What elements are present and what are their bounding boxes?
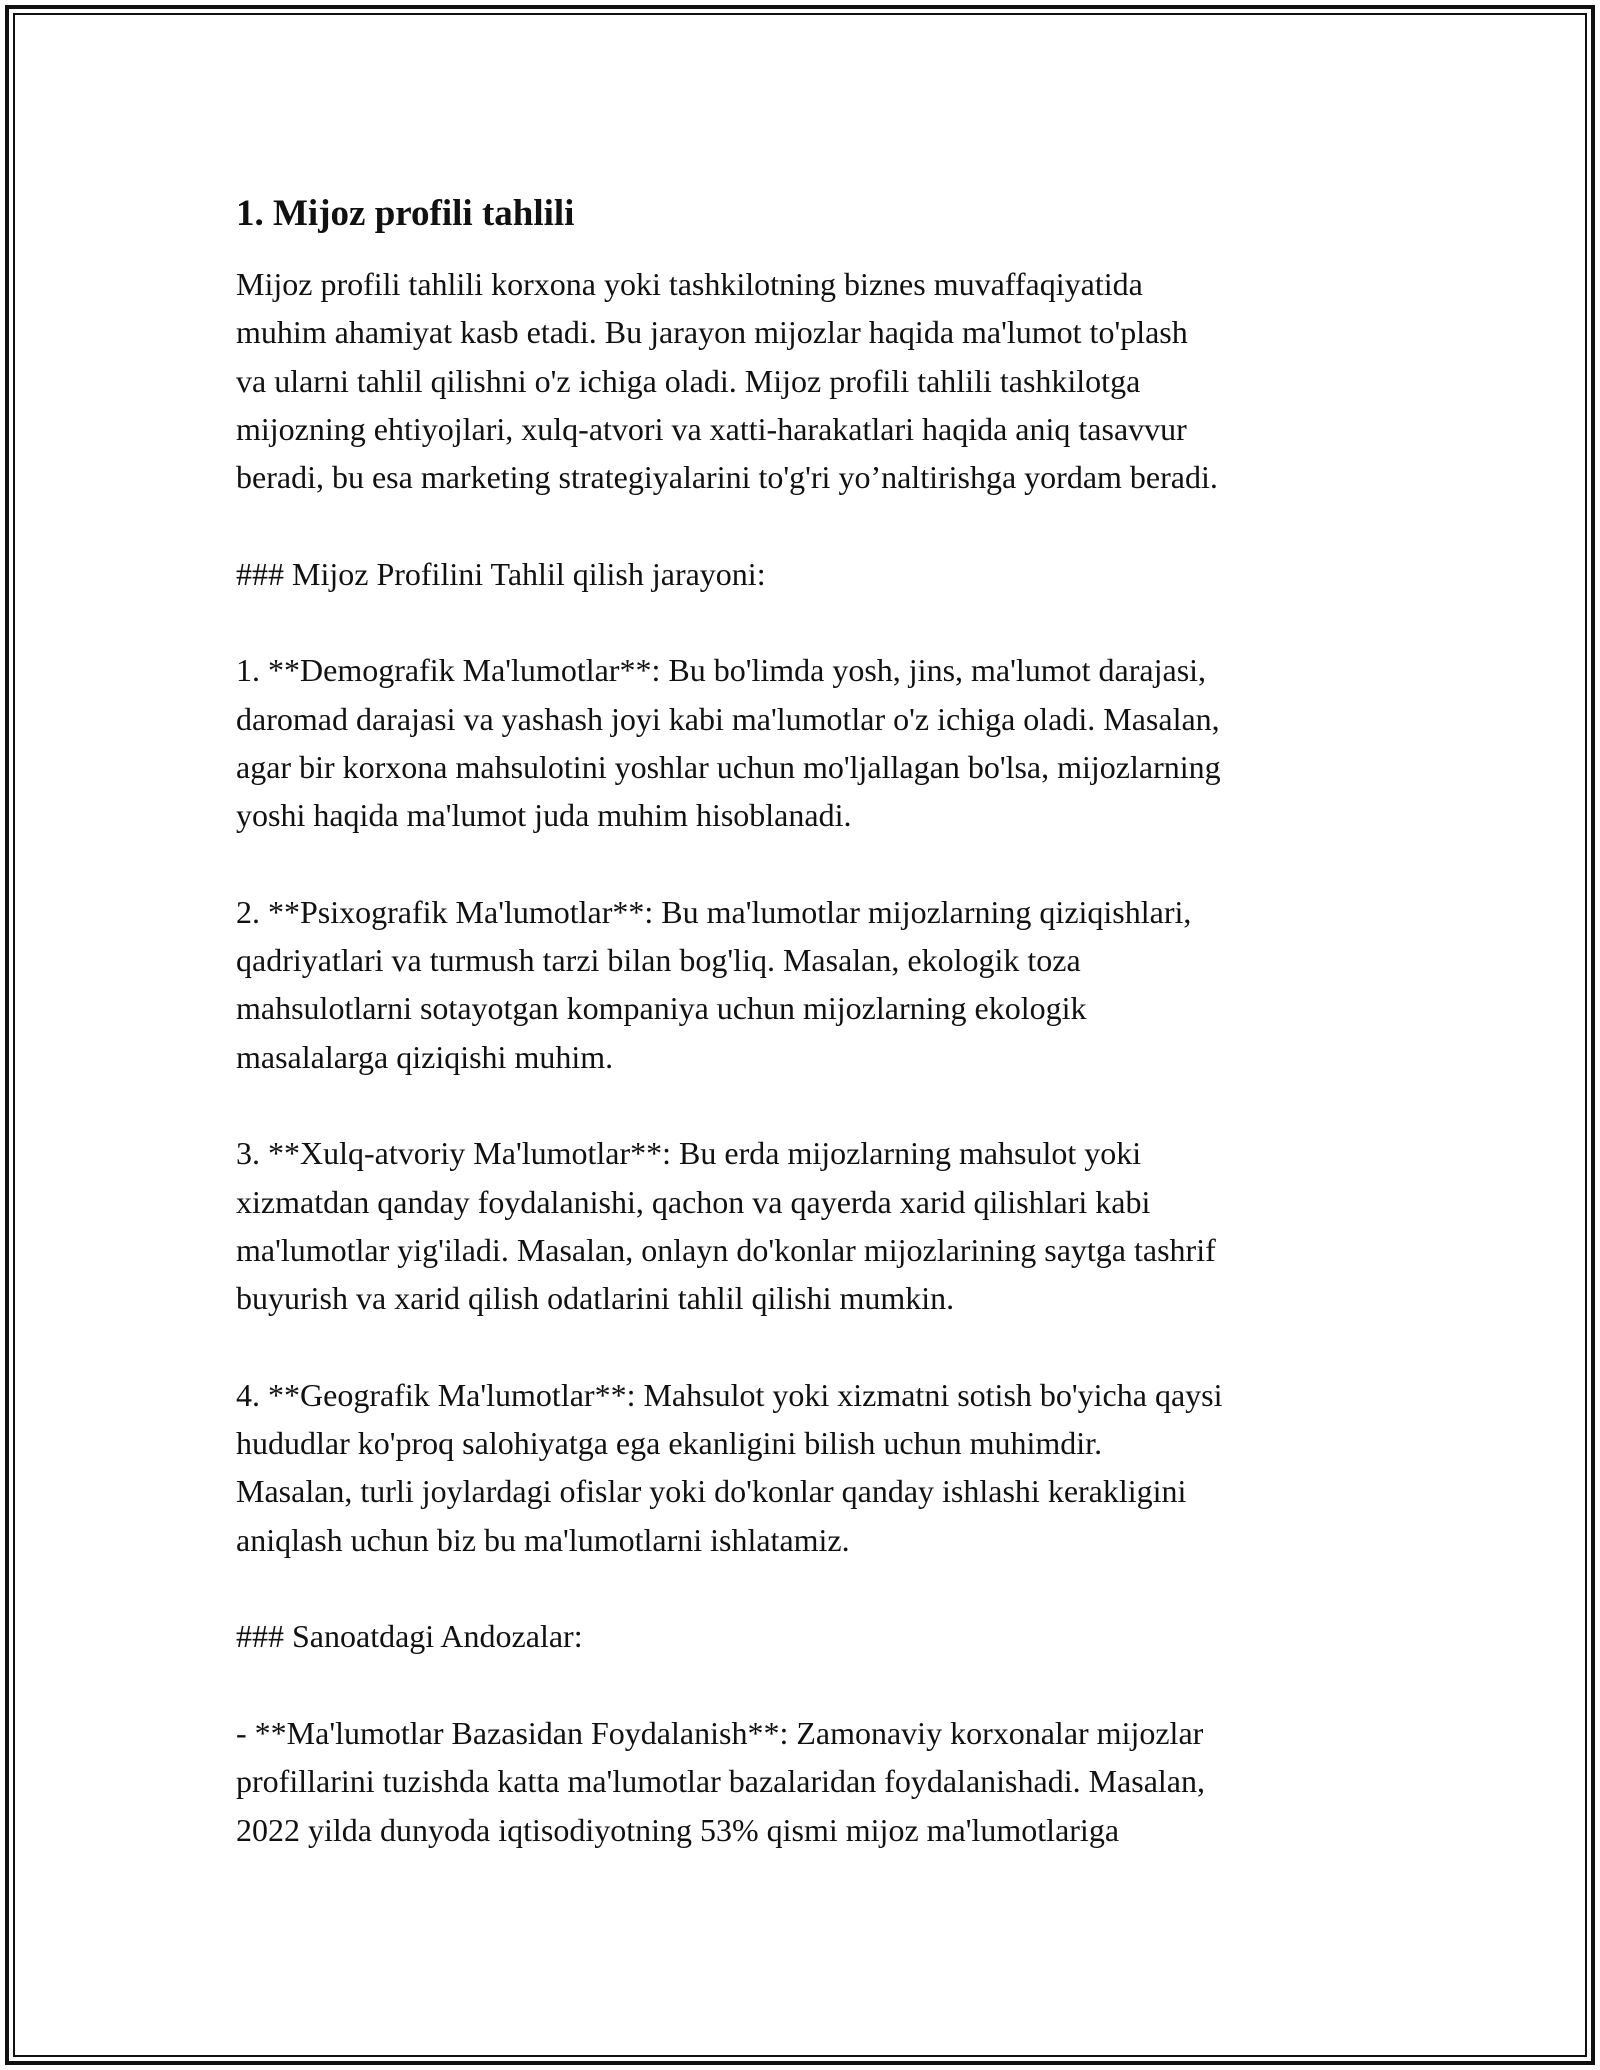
- section-heading-standards: ### Sanoatdagi Andozalar:: [236, 1618, 583, 1655]
- document-title: 1. Mijoz profili tahlili: [236, 193, 575, 234]
- bullet-item-database: - **Ma'lumotlar Bazasidan Foydalanish**: Zamonaviy korxonalar mijozlar profillarini tuzishda katta ma'lumotlar bazalaridan foydalanishadi. Masalan, 2022 yilda dunyoda iqtisodiyotning 53% qismi mijoz ma'lumotlariga: [236, 1714, 1205, 1848]
- section-heading-process: ### Mijoz Profilini Tahlil qilish jarayoni:: [236, 555, 766, 592]
- list-item-demographic: 1. **Demografik Ma'lumotlar**: Bu bo'limda yosh, jins, ma'lumot darajasi, daromad darajasi va yashash joyi kabi ma'lumotlar o'z ichiga oladi. Masalan, agar bir korxona mahsulotini yoshlar uchun mo'ljallagan bo'lsa, mijozlarning yoshi haqida ma'lumot juda muhim hisoblanadi.: [236, 652, 1221, 834]
- list-item-psychographic: 2. **Psixografik Ma'lumotlar**: Bu ma'lumotlar mijozlarning qiziqishlari, qadriyatlari va turmush tarzi bilan bog'liq. Masalan, ekologik toza mahsulotlarni sotayotgan kompaniya uchun mijozlarning ekologik masalalarga qiziqishi muhim.: [236, 893, 1192, 1075]
- intro-paragraph: Mijoz profili tahlili korxona yoki tashkilotning biznes muvaffaqiyatida muhim ahamiyat kasb etadi. Bu jarayon mijozlar haqida ma'lumot to'plash va ularni tahlil qilishni o'z ichiga oladi. Mijoz profili tahlili tashkilotga mijozning ehtiyojlari, xulq-atvori va xatti-harakatlari haqida aniq tasavvur beradi, bu esa marketing strategiyalarini to'g'ri yo’naltirishga yordam beradi.: [236, 266, 1218, 496]
- document-body: [236, 184, 1396, 1902]
- list-item-geographic: 4. **Geografik Ma'lumotlar**: Mahsulot yoki xizmatni sotish bo'yicha qaysi hududlar ko'proq salohiyatga ega ekanligini bilish uchun muhimdir. Masalan, turli joylardagi ofislar yoki do'konlar qanday ishlashi kerakligini aniqlash uchun biz bu ma'lumotlarni ishlatamiz.: [236, 1376, 1223, 1558]
- list-item-behavioral: 3. **Xulq-atvoriy Ma'lumotlar**: Bu erda mijozlarning mahsulot yoki xizmatdan qanday foydalanishi, qachon va qayerda xarid qilishlari kabi ma'lumotlar yig'iladi. Masalan, onlayn do'konlar mijozlarining saytga tashrif buyurish va xarid qilish odatlarini tahlil qilishi mumkin.: [236, 1135, 1216, 1317]
